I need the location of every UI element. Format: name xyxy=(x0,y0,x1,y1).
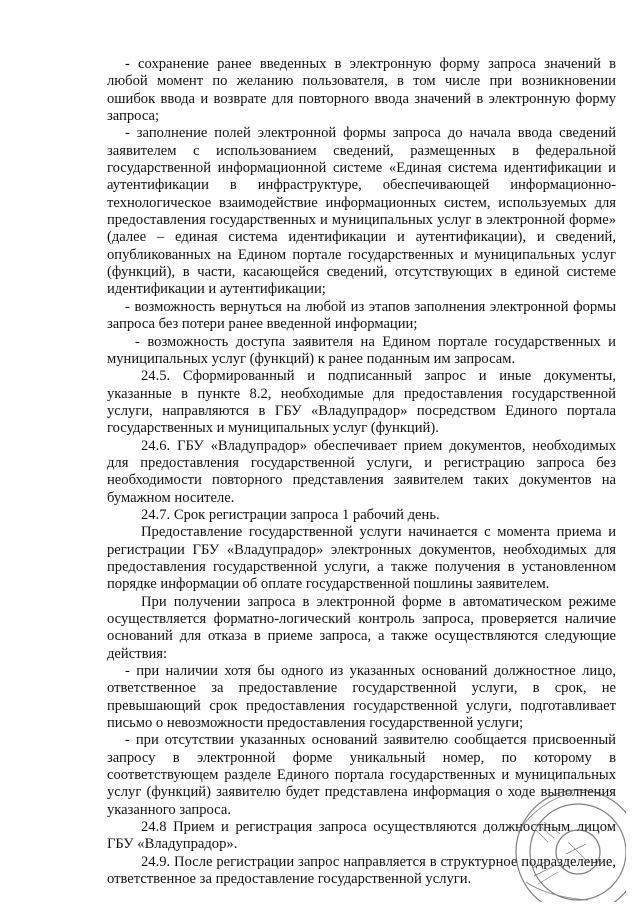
paragraph-fill-fields: - заполнение полей электронной формы запроса до начала ввода сведений заявителем с использованием сведений, размещенных в федеральной государственной информационной системе «Единая система идентификации и аутентификации в инфраструктуре, обеспечивающей информационно-технологическое взаимодействие информационных систем, используемых для предоставления государственных и муниципальных услуг в электронной форме» (далее – единая система идентификации и аутентификации), и сведений, опубликованных на Едином портале государственных и муниципальных услуг (функций), в части, касающейся сведений, отсутствующих в единой системе идентификации и аутентификации; xyxy=(107,125,616,298)
paragraph-access-requests: - возможность доступа заявителя на Едином портале государственных и муниципальных услуг (функций) к ранее поданным им запросам. xyxy=(107,333,616,367)
paragraph-24-5: 24.5. Сформированный и подписанный запрос и иные документы, указанные в пункте 8.2, необходимые для предоставления государственной услуги, направляются в ГБУ «Владупрадор» посредством Единого портала государственных и муниципальных услуг (функций). xyxy=(107,368,616,437)
paragraph-return-step: - возможность вернуться на любой из этапов заполнения электронной формы запроса без потери ранее введенной информации; xyxy=(107,298,616,333)
paragraph-service-start: Предоставление государственной услуги начинается с момента приема и регистрации ГБУ «Владупрадор» электронных документов, необходимых для предоставления государственной услуги, а также получения в установленном порядке информации об оплате государственной пошлины заявителем. xyxy=(107,524,616,593)
paragraph-format-control: При получении запроса в электронной форме в автоматическом режиме осуществляется форматно-логический контроль запроса, проверяется наличие оснований для отказа в приеме запроса, а также осуществляются следующие действия: xyxy=(107,593,616,662)
paragraph-24-9: 24.9. После регистрации запрос направляется в структурное подразделение, ответственное за предоставление государственной услуги. xyxy=(107,853,616,888)
paragraph-grounds-absent: - при отсутствии указанных оснований заявителю сообщается присвоенный запросу в электронной форме уникальный номер, по которому в соответствующем разделе Единого портала государственных и муниципальных услуг (функций) заявителю будет представлена информация о ходе выполнения указанного запроса. xyxy=(107,732,616,818)
paragraph-24-8: 24.8 Прием и регистрация запроса осуществляются должностным лицом ГБУ «Владупрадор». xyxy=(107,819,616,853)
paragraph-24-7: 24.7. Срок регистрации запроса 1 рабочий день. xyxy=(141,506,440,523)
paragraph-save-values: - сохранение ранее введенных в электронную форму запроса значений в любой момент по желанию пользователя, в том числе при возникновении ошибок ввода и возврате для повторного ввода значений в электронную форму запроса; xyxy=(107,56,616,125)
paragraph-grounds-present: - при наличии хотя бы одного из указанных оснований должностное лицо, ответственное за предоставление государственной услуги, в срок, не превышающий срок предоставления государственной услуги, подготавливает письмо о невозможности предоставления государственной услуги; xyxy=(107,663,616,732)
paragraph-24-6: 24.6. ГБУ «Владупрадор» обеспечивает прием документов, необходимых для предоставления государственной услуги, и регистрацию запроса без необходимости повторного представления заявителем таких документов на бумажном носителе. xyxy=(107,437,616,506)
document-body xyxy=(107,56,616,889)
seal-stamp-graphic xyxy=(478,772,626,902)
seal-stamp xyxy=(478,772,626,902)
